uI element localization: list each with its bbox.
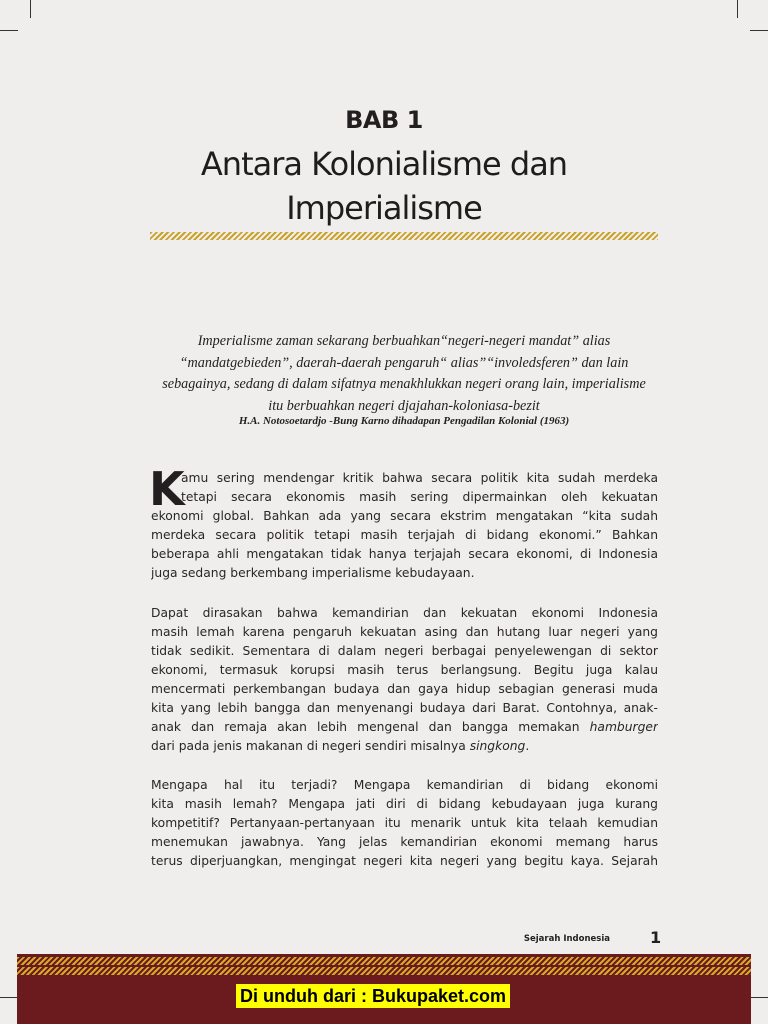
text-line: kita masih lemah? Mengapa jati diri di bidang kebudayaan juga kurang [151, 797, 658, 811]
text-segment: dari pada jenis makanan di negeri sendiri misalnya [151, 739, 470, 753]
quote-line: Imperialisme zaman sekarang berbuahkan“negeri-negeri mandat” alias [197, 333, 611, 349]
crop-mark [750, 997, 768, 998]
band-pattern-bottom [17, 967, 751, 975]
text-line: tetapi secara ekonomis masih sering dipermainkan oleh kekuatan [181, 490, 658, 504]
text-line: masih lemah karena pengaruh kekuatan asing dan hutang luar negeri yang [151, 625, 658, 639]
text-line: ekonomi, termasuk korupsi masih terus berlangsung. Begitu juga kalau [151, 663, 658, 677]
italic-term: singkong [469, 739, 526, 753]
paragraph-3 [151, 776, 658, 871]
crop-mark [30, 0, 31, 18]
text-line: menemukan jawabnya. Yang jelas kemandirian ekonomi memang harus [151, 835, 658, 849]
paragraph-2 [151, 604, 658, 756]
epigraph-quote [148, 331, 660, 417]
text-line: juga sedang berkembang imperialisme kebudayaan. [151, 566, 475, 580]
chapter-title-line: Antara Kolonialisme dan [200, 145, 568, 183]
crop-mark [750, 30, 768, 31]
text-segment: . [525, 739, 530, 753]
paragraph-1 [151, 469, 658, 583]
page-number: 1 [650, 928, 662, 947]
quote-line: sebagainya, sedang di dalam sifatnya menakhlukkan negeri orang lain, imperialisme [162, 376, 646, 392]
text-line [151, 718, 658, 737]
text-line: tidak sedikit. Sementara di dalam negeri berbagai penyelewengan di sektor [151, 644, 658, 658]
title-divider [150, 232, 658, 240]
text-line [151, 737, 658, 756]
text-line: kita yang lebih bangga dan menyenangi budaya dari Barat. Contohnya, anak- [151, 701, 658, 715]
quote-line: itu berbuahkan negeri djajahan-koloniasa-bezit [268, 397, 540, 414]
text-line: merdeka secara politik tetapi masih terjajah di bidang ekonomi.” Bahkan [151, 528, 658, 542]
text-line: mencermati perkembangan budaya dan gaya hidup sebagian generasi muda [151, 682, 658, 696]
footer-book-title: Sejarah Indonesia [523, 934, 610, 944]
text-line: beberapa ahli mengatakan tidak hanya terjajah secara ekonomi, di Indonesia [151, 547, 658, 561]
italic-term: hamburger [589, 720, 658, 734]
band-pattern-top [17, 957, 751, 965]
quote-line: “mandatgebieden”, daerah-daerah pengaruh“ alias”“involedsferen” dan lain [179, 354, 629, 371]
chapter-title-line: Imperialisme [286, 189, 482, 227]
crop-mark [0, 997, 18, 998]
text-line: Mengapa hal itu terjadi? Mengapa kemandirian di bidang ekonomi [151, 778, 658, 792]
crop-mark [0, 30, 18, 31]
drop-cap: K [149, 462, 185, 516]
chapter-title [0, 142, 768, 230]
quote-attribution: H.A. Notosoetardjo -Bung Karno dihadapan Pengadilan Kolonial (1963) [238, 415, 570, 427]
text-line: terus diperjuangkan, mengingat negeri kita negeri yang begitu kaya. Sejarah [151, 854, 658, 868]
text-line: kompetitif? Pertanyaan-pertanyaan itu menarik untuk kita telaah kemudian [151, 816, 658, 830]
text-line: Dapat dirasakan bahwa kemandirian dan kekuatan ekonomi Indonesia [151, 606, 658, 620]
text-segment: anak dan remaja akan lebih mengenal dan bangga memakan [151, 720, 590, 734]
chapter-label: BAB 1 [345, 106, 423, 134]
text-line: amu sering mendengar kritik bahwa secara politik kita sudah merdeka [181, 471, 658, 485]
crop-mark [737, 0, 738, 18]
download-source-banner[interactable]: Di unduh dari : Bukupaket.com [236, 984, 510, 1008]
text-line: ekonomi global. Bahkan ada yang secara ekstrim mengatakan “kita sudah [151, 509, 658, 523]
